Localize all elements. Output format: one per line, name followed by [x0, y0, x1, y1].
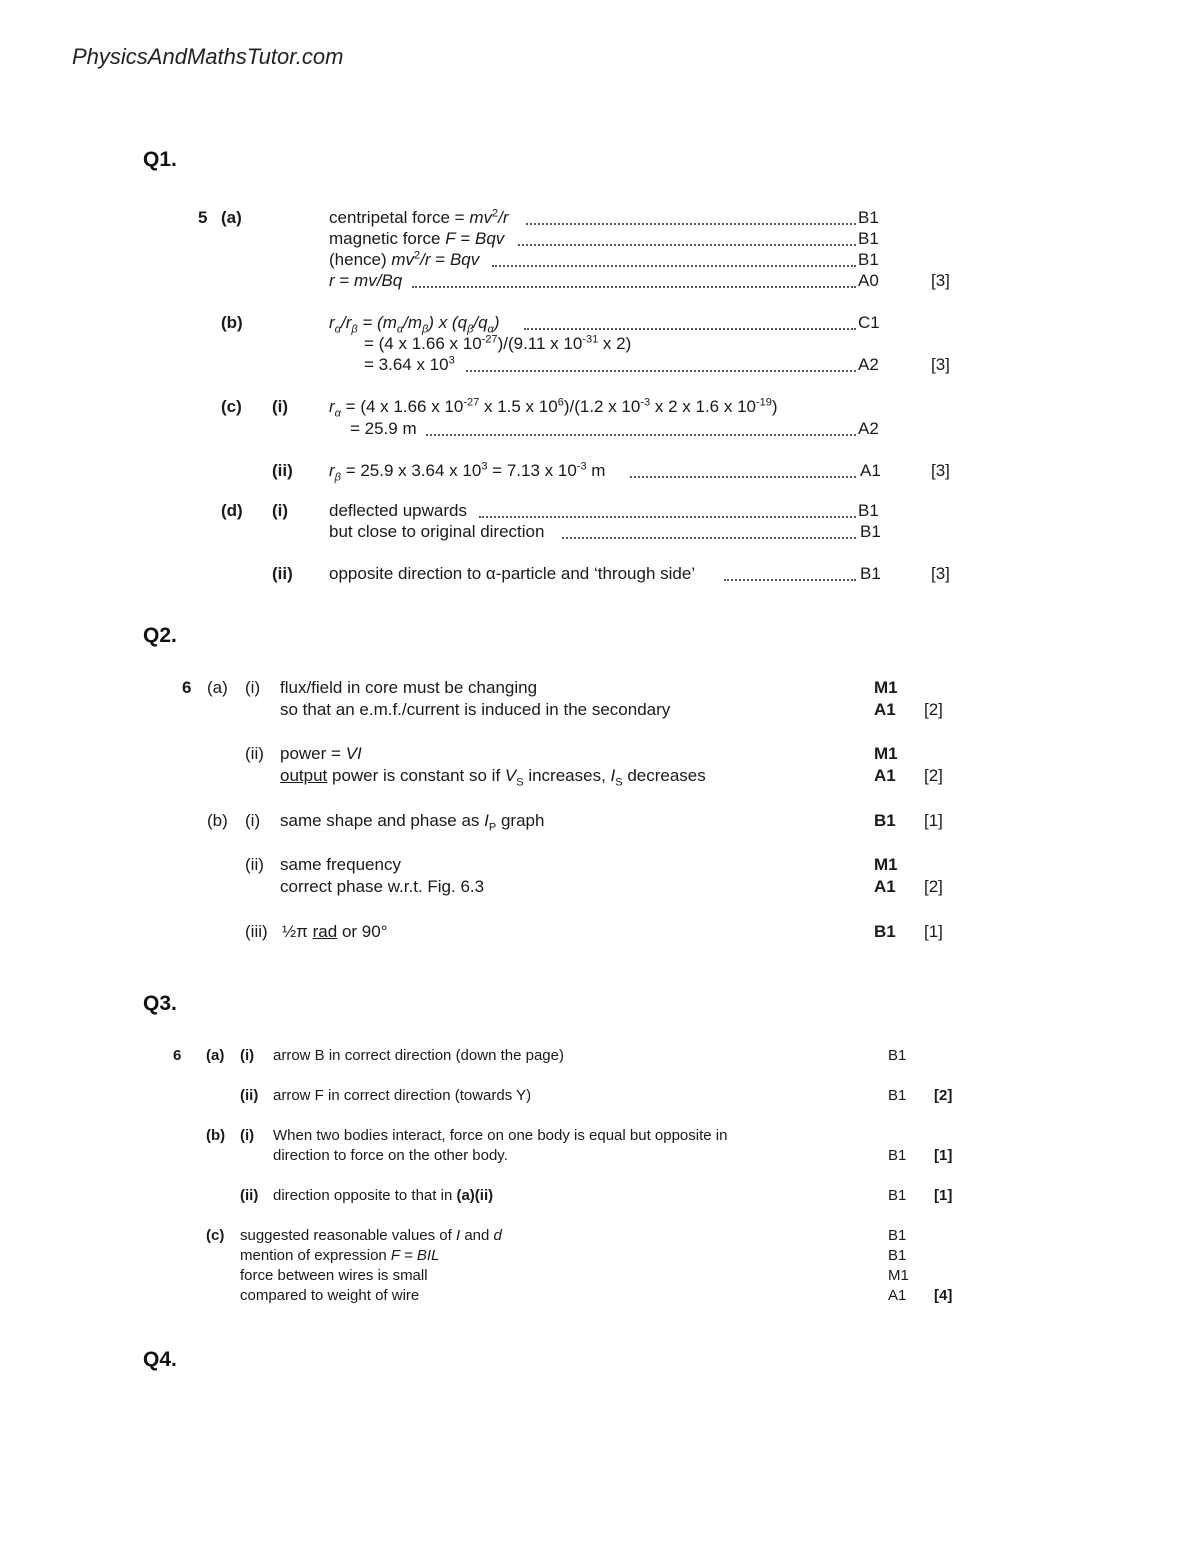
q2a-label: (a)	[207, 678, 228, 697]
q3b-i-line1: When two bodies interact, force on one body is equal but opposite in	[273, 1127, 728, 1144]
q3c-label: (c)	[206, 1227, 225, 1244]
q1b-line2: = (4 x 1.66 x $10^{-27})/(9.11$ x $10^{-31}$ x 2)	[364, 333, 632, 353]
q1d-i-line2: but close to original direction	[329, 522, 545, 541]
q2-heading: Q2.	[143, 624, 177, 647]
q2b-ii-mark1: M1	[874, 855, 898, 874]
q2b-ii-total: [2]	[924, 877, 943, 896]
q2b-i-mark1: B1	[874, 811, 896, 830]
q2b-ii-mark2: A1	[874, 877, 896, 896]
q1c-ii-mark: A1	[860, 461, 881, 480]
q3b-i-total: [1]	[934, 1147, 953, 1164]
q1a-line2: magnetic force F = Bqv	[329, 229, 505, 248]
q2a-ii-total: [2]	[924, 766, 943, 785]
q3c-mark3: M1	[888, 1267, 909, 1284]
q3b-ii-mark: B1	[888, 1187, 907, 1204]
q3-number: 6	[173, 1047, 182, 1064]
q3b-i-line2: direction to force on the other body.	[273, 1147, 508, 1164]
q3a-ii-label: (ii)	[240, 1087, 259, 1104]
q1b-line1: $r_\alpha/r_\beta = (m_\alpha/m_\beta)$ x $(q_\beta/q_\alpha)$	[329, 313, 500, 336]
q1-number: 5	[198, 208, 208, 227]
q1b-mark1: C1	[858, 313, 880, 332]
q2b-ii-line2: correct phase w.r.t. Fig. 6.3	[280, 877, 485, 896]
q3a-i-label: (i)	[240, 1047, 255, 1064]
q1b-total: [3]	[931, 355, 950, 374]
q2-number: 6	[182, 678, 192, 697]
q3a-total: [2]	[934, 1087, 953, 1104]
q1c-i-line2: = 25.9 m	[350, 419, 417, 438]
q3a-ii-mark: B1	[888, 1087, 907, 1104]
q3c-line2: mention of expression F = BIL	[240, 1247, 440, 1264]
q1d-ii-mark: B1	[860, 564, 881, 583]
q1a-line4: r = mv/Bq	[329, 271, 403, 290]
q2b-iii-mark1: B1	[874, 922, 896, 941]
q1d-i-line1: deflected upwards	[329, 501, 467, 520]
q1a-mark1: B1	[858, 208, 879, 227]
q2a-i-line1: flux/field in core must be changing	[280, 678, 538, 697]
dot-leader	[479, 516, 856, 518]
q2a-i-total: [2]	[924, 700, 943, 719]
q3b-label: (b)	[206, 1127, 226, 1144]
q1d-label: (d)	[221, 501, 243, 520]
q3b-i-mark: B1	[888, 1147, 907, 1164]
q3c-mark2: B1	[888, 1247, 907, 1264]
q1d-i-label: (i)	[272, 501, 289, 520]
q3c-mark1: B1	[888, 1227, 907, 1244]
q2a-ii-label: (ii)	[245, 744, 264, 763]
q1d-ii-line1: opposite direction to α-particle and ‘through side’	[329, 564, 696, 583]
q2b-iii-total: [1]	[924, 922, 943, 941]
q2a-ii-line1: power = VI	[280, 744, 362, 763]
q2b-label: (b)	[207, 811, 228, 830]
q3c-total: [4]	[934, 1287, 953, 1304]
dot-leader	[562, 537, 856, 539]
q3b-ii-label: (ii)	[240, 1187, 259, 1204]
q2b-iii-line1: ½π rad or 90°	[282, 922, 388, 941]
q1c-i-line1: $r_\alpha = (4$ x 1.66 x $10^{-27}$ x 1.5 x $10^6)/(1.2$ x $10^{-3}$ x 2 x 1.6 x $10^{-19}$)	[329, 396, 778, 420]
q3a-label: (a)	[206, 1047, 225, 1064]
q2b-i-total: [1]	[924, 811, 943, 830]
q2a-ii-line2: output power is constant so if $V_S$ increases, $I_S$ decreases	[280, 766, 706, 789]
q2a-i-mark2: A1	[874, 700, 896, 719]
q2a-i-label: (i)	[245, 678, 261, 697]
q1a-mark4: A0	[858, 271, 879, 290]
q1-heading: Q1.	[143, 148, 177, 171]
dot-leader	[426, 434, 856, 436]
q3c-line4: compared to weight of wire	[240, 1287, 420, 1304]
q2b-ii-label: (ii)	[245, 855, 264, 874]
q2a-i-mark1: M1	[874, 678, 898, 697]
q1b-mark2: A2	[858, 355, 879, 374]
q3b-ii-total: [1]	[934, 1187, 953, 1204]
q1a-label: (a)	[221, 208, 242, 227]
q3b-ii-text: direction opposite to that in (a)(ii)	[273, 1187, 494, 1204]
q1d-total: [3]	[931, 564, 950, 583]
dot-leader	[526, 223, 856, 225]
dot-leader	[524, 328, 856, 330]
q1b-line3: = 3.64 x $10^3$	[364, 354, 455, 374]
q1c-i-mark: A2	[858, 419, 879, 438]
q1d-ii-label: (ii)	[272, 564, 293, 583]
q3c-line1: suggested reasonable values of I and d	[240, 1227, 502, 1244]
q1c-ii-label: (ii)	[272, 461, 293, 480]
q1c-i-label: (i)	[272, 397, 289, 416]
q1c-total: [3]	[931, 461, 950, 480]
q3b-i-label: (i)	[240, 1127, 255, 1144]
dot-leader	[466, 370, 856, 372]
dot-leader	[724, 579, 856, 581]
q4-heading: Q4.	[143, 1348, 177, 1371]
q2a-i-line2: so that an e.m.f./current is induced in the secondary	[280, 700, 671, 719]
dot-leader	[518, 244, 856, 246]
q3a-ii-text: arrow F in correct direction (towards Y)	[273, 1087, 532, 1104]
q1a-line3: (hence) $mv^2/r$ = Bqv	[329, 249, 480, 269]
q2b-i-line1: same shape and phase as $I_P$ graph	[280, 811, 545, 834]
q1a-line1: centripetal force = $mv^2/r$	[329, 207, 509, 227]
site-watermark: PhysicsAndMathsTutor.com	[72, 44, 344, 69]
q2b-ii-line1: same frequency	[280, 855, 401, 874]
q1a-total: [3]	[931, 271, 950, 290]
q2a-ii-mark2: A1	[874, 766, 896, 785]
q1d-i-mark2: B1	[860, 522, 881, 541]
dot-leader	[492, 265, 856, 267]
q3c-mark4: A1	[888, 1287, 907, 1304]
q1a-mark3: B1	[858, 250, 879, 269]
dot-leader	[630, 476, 856, 478]
q1c-label: (c)	[221, 397, 242, 416]
q1c-ii-line1: $r_\beta = 25.9$ x 3.64 x $10^3 = 7.13$ x $10^{-3}$ m	[329, 460, 606, 484]
q1d-i-mark1: B1	[858, 501, 879, 520]
q2a-ii-mark1: M1	[874, 744, 898, 763]
q3-heading: Q3.	[143, 992, 177, 1015]
q1b-label: (b)	[221, 313, 243, 332]
q2b-iii-label: (iii)	[245, 922, 268, 941]
q1a-mark2: B1	[858, 229, 879, 248]
q3a-i-text: arrow B in correct direction (down the page)	[273, 1047, 564, 1064]
dot-leader	[412, 286, 856, 288]
q3a-i-mark: B1	[888, 1047, 907, 1064]
q3c-line3: force between wires is small	[240, 1267, 428, 1284]
q2b-i-label: (i)	[245, 811, 261, 830]
